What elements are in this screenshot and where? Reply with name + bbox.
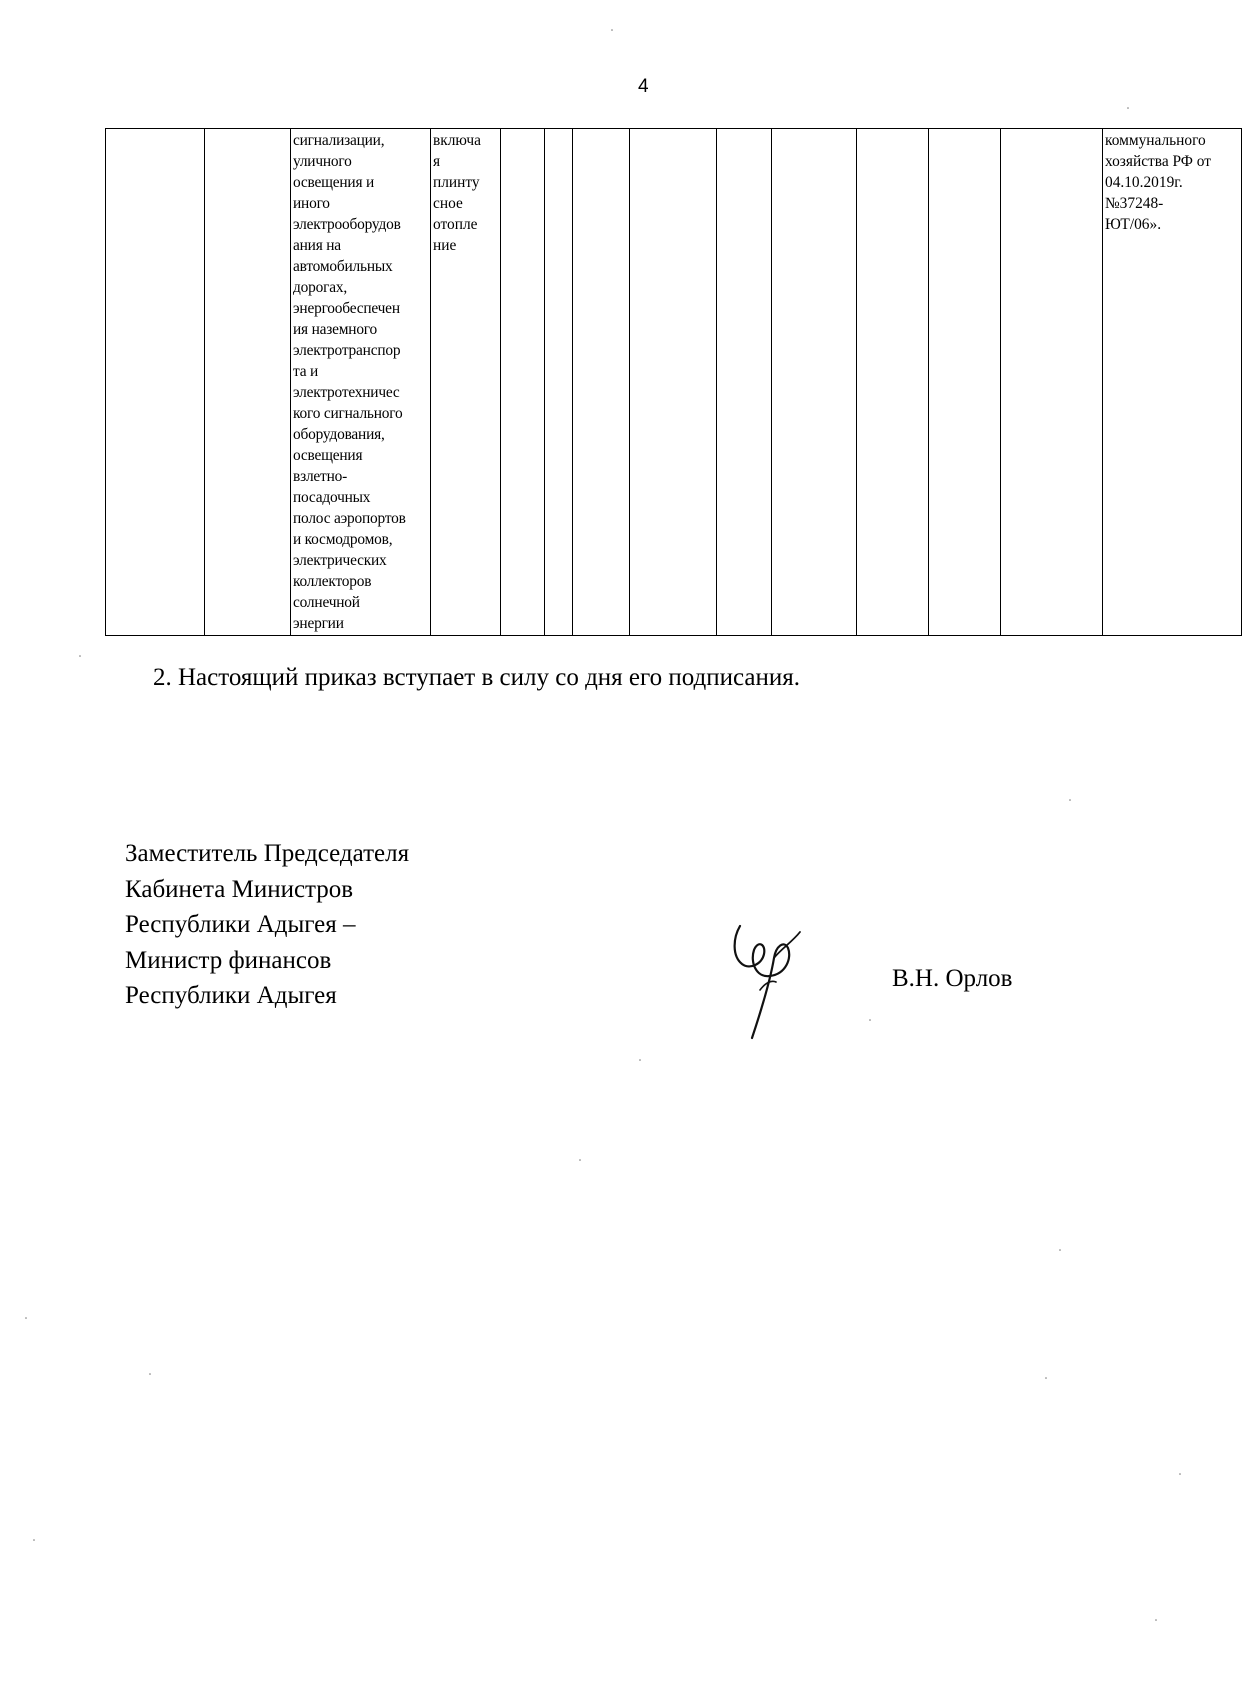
signatory-title-line: Министр финансов (125, 946, 332, 974)
signatory-title-line: Республики Адыгея (125, 982, 337, 1009)
signatory-title-line: Республики Адыгея – (125, 911, 356, 938)
signer-name: В.Н. Орлов (892, 965, 1013, 992)
reference-text: коммунального хозяйства РФ от 04.10.2019г. №37248- ЮТ/06». (1105, 132, 1212, 233)
signatory-title-line: Кабинета Министров (125, 875, 354, 903)
page-number: 4 (638, 76, 649, 97)
description-text: сигнализации, уличного освещения и иного электрооборудов ания на автомобильных дорогах, энергообеспечен ия наземного электротранспор та и электротехничес кого сигнального оборудования, освещения взлетно- посадочных полос аэропортов и космодромов, электрических коллекторов солнечной энергии (293, 132, 406, 632)
clause-text: 2. Настоящий приказ вступает в силу со дня его подписания. (153, 664, 801, 691)
signatory-title-line: Заместитель Председателя (125, 840, 410, 867)
note-text: включа я плинту сное отопле ние (433, 132, 481, 254)
